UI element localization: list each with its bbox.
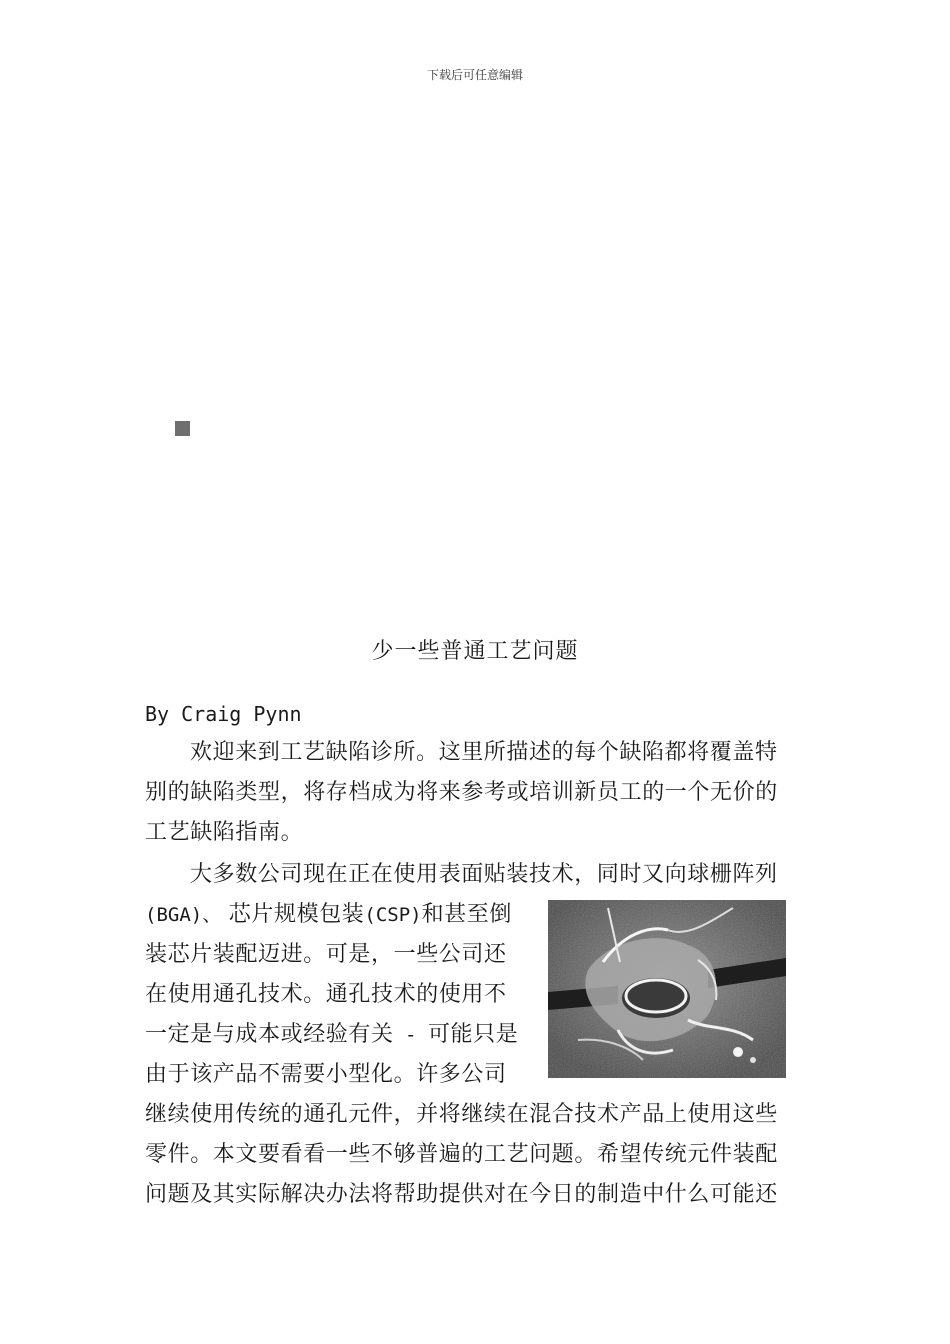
text-fragment: 一定是与成本或经验有关 — [145, 1022, 394, 1047]
text-fragment: 和甚至倒 — [421, 902, 513, 927]
sem-photo-graphic — [548, 900, 786, 1078]
byline: By Craig Pynn — [145, 702, 302, 726]
paragraph-line: 装芯片装配迈进。可是，一些公司还 — [145, 942, 507, 967]
text-fragment: 可能只是 — [427, 1022, 519, 1047]
paragraph-line: 在使用通孔技术。通孔技术的使用不 — [145, 982, 507, 1007]
paragraph-line: 由于该产品不需要小型化。许多公司 — [145, 1062, 507, 1087]
paragraph-line: 大多数公司现在正在使用表面贴装技术，同时又向球栅阵列 — [190, 862, 778, 887]
text-fragment: 芯片规模包装 — [221, 902, 365, 927]
paragraph-line: 工艺缺陷指南。 — [145, 820, 304, 845]
paragraph-line: 零件。本文要看看一些不够普遍的工艺问题。希望传统元件装配 — [145, 1142, 778, 1167]
text-fragment: (BGA)、 — [145, 904, 222, 926]
paragraph-intro — [145, 733, 809, 853]
page-title: 少一些普通工艺问题 — [371, 639, 579, 664]
paragraph-line: 别的缺陷类型，将存档成为将来参考或培训新员工的一个无价的 — [145, 780, 778, 805]
solder-defect-sem-photo — [548, 900, 786, 1078]
paragraph-tech — [145, 855, 809, 895]
text-fragment: (CSP) — [364, 904, 422, 926]
paragraph-tech-wrapped — [145, 895, 540, 1095]
paragraph-line: 问题及其实际解决办法将帮助提供对在今日的制造中什么可能还 — [145, 1182, 778, 1207]
text-fragment: - — [393, 1024, 428, 1046]
gray-square-icon — [175, 421, 190, 436]
paragraph-line — [145, 895, 540, 935]
paragraph-line: 继续使用传统的通孔元件，并将继续在混合技术产品上使用这些 — [145, 1102, 778, 1127]
paragraph-line: 欢迎来到工艺缺陷诊所。这里所描述的每个缺陷都将覆盖特 — [190, 740, 778, 765]
header-note: 下载后可任意编辑 — [426, 68, 523, 82]
paragraph-tech-continued — [145, 1095, 809, 1215]
paragraph-line — [145, 1015, 540, 1055]
